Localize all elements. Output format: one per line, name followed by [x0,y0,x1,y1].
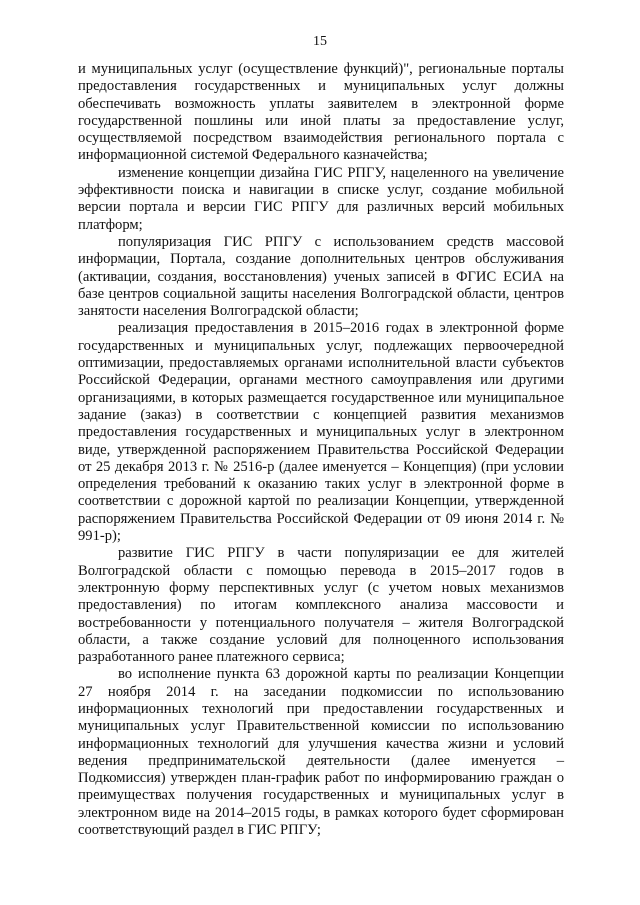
paragraph-implementation-2015-2016: реализация предоставления в 2015–2016 годах в электронной форме государственных и муниципальных услуг, подлежащих первоочередной оптимизации, предоставляемых органами исполнительной власти субъектов Российской Федерации, органами местного самоуправления или другими организациями, в которых размещается государственное или муниципальное задание (заказ) в соответствии с концепцией развития механизмов предоставления государственных и муниципальных услуг в электронном виде, утвержденной распоряжением Правительства Российской Федерации от 25 декабря 2013 г. № 2516-р (далее именуется – Концепция) (при условии определения требований к оказанию таких услуг в электронной форме в соответствии с дорожной картой по реализации Концепции, утвержденной распоряжением Правительства Российской Федерации от 09 июня 2014 г. № 991-р); [78,320,564,545]
paragraph-development-2015-2017: развитие ГИС РПГУ в части популяризации ее для жителей Волгоградской области с помощью перевода в 2015–2017 годов в электронную форму перспективных услуг (с учетом новых механизмов предоставления) по итогам комплексного анализа массовости и востребованности у потенциального получателя – жителя Волгоградской области, а также создание условий для полноценного использования разработанного ранее платежного сервиса; [78,545,564,666]
paragraph-design-concept: изменение концепции дизайна ГИС РПГУ, нацеленного на увеличение эффективности поиска и навигации в списке услуг, создание мобильной версии портала и версии ГИС РПГУ для различных версий мобильных платформ; [78,164,564,233]
paragraph-roadmap-item-63: во исполнение пункта 63 дорожной карты по реализации Концепции 27 ноября 2014 г. на заседании подкомиссии по использованию информационных технологий при предоставлении государственных и муниципальных услуг Правительственной комиссии по использованию информационных технологий для улучшения качества жизни и условий ведения предпринимательской деятельности (далее именуется – Подкомиссия) утвержден план-график работ по информированию граждан о преимуществах получения государственных и муниципальных услуг в электронном виде на 2014–2015 годы, в рамках которого будет сформирован соответствующий раздел в ГИС РПГУ; [78,666,564,839]
paragraph-payment-continuation: и муниципальных услуг (осуществление функций)", региональные порталы предоставления государственных и муниципальных услуг должны обеспечивать возможность уплаты заявителем в электронной форме государственной пошлины или иной платы за предоставление услуг, осуществляемой посредством взаимодействия регионального портала с информационной системой Федерального казначейства; [78,61,564,164]
document-body [78,61,564,839]
paragraph-popularization: популяризация ГИС РПГУ с использованием средств массовой информации, Портала, создание дополнительных центров обслуживания (активации, создания, восстановления) ученых записей в ФГИС ЕСИА на базе центров социальной защиты населения Волгоградской области, центров занятости населения Волгоградской области; [78,233,564,320]
page-number: 15 [313,34,327,49]
